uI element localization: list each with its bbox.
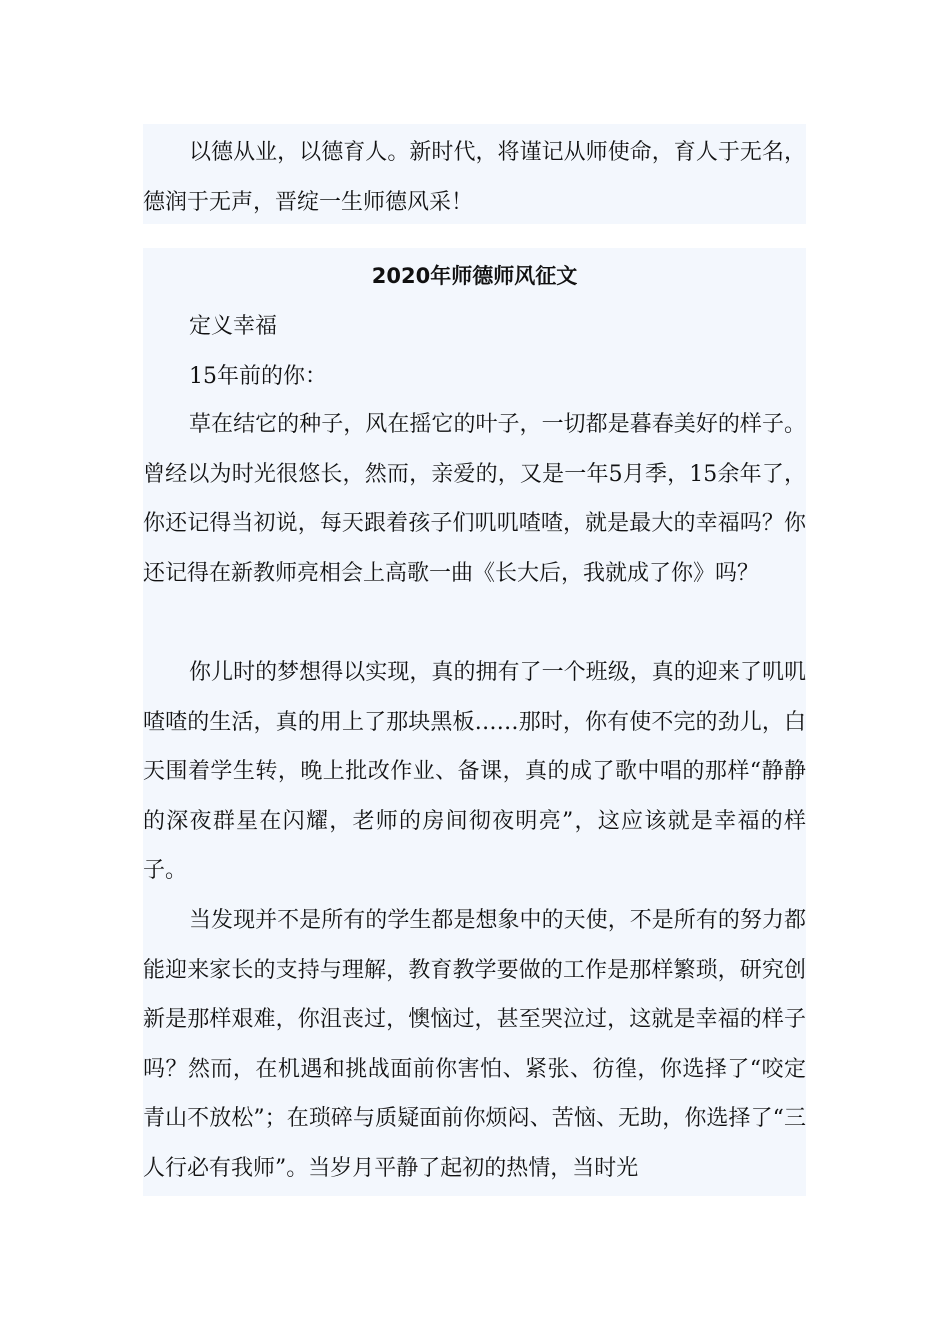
essay-salutation: 15年前的你： <box>189 364 327 389</box>
essay-paragraph-2: 你儿时的梦想得以实现，真的拥有了一个班级，真的迎来了叽叽喳喳的生活，真的用上了那块黑板……那时，你有使不完的劲儿，白天围着学生转，晚上批改作业、备课，真的成了歌中唱的那样“静静的深夜群星在闪耀，老师的房间彻夜明亮”，这应该就是幸福的样子。 <box>143 660 806 884</box>
closing-paragraph: 以德从业，以德育人。新时代，将谨记从师使命，育人于无名，德润于无声，晋绽一生师德风采！ <box>143 140 806 215</box>
essay-paragraph-3: 当发现并不是所有的学生都是想象中的天使，不是所有的努力都能迎来家长的支持与理解，教育教学要做的工作是那样繁琐，研究创新是那样艰难，你沮丧过，懊恼过，甚至哭泣过，这就是幸福的样子吗？然而，在机遇和挑战面前你害怕、紧张、彷徨，你选择了“咬定青山不放松”；在琐碎与质疑面前你烦闷、苦恼、无助，你选择了“三人行必有我师”。当岁月平静了起初的热情，当时光 <box>143 908 806 1181</box>
closing-section <box>143 124 806 224</box>
essay-paragraph-1: 草在结它的种子，风在摇它的叶子，一切都是暮春美好的样子。曾经以为时光很悠长，然而，亲爱的，又是一年5月季，15余年了，你还记得当初说，每天跟着孩子们叽叽喳喳，就是最大的幸福吗？你还记得在新教师亮相会上高歌一曲《长大后，我就成了你》吗？ <box>143 412 806 586</box>
essay-title: 2020年师德师风征文 <box>371 264 578 288</box>
essay-subtitle: 定义幸福 <box>189 314 278 339</box>
essay-section <box>143 248 806 1196</box>
